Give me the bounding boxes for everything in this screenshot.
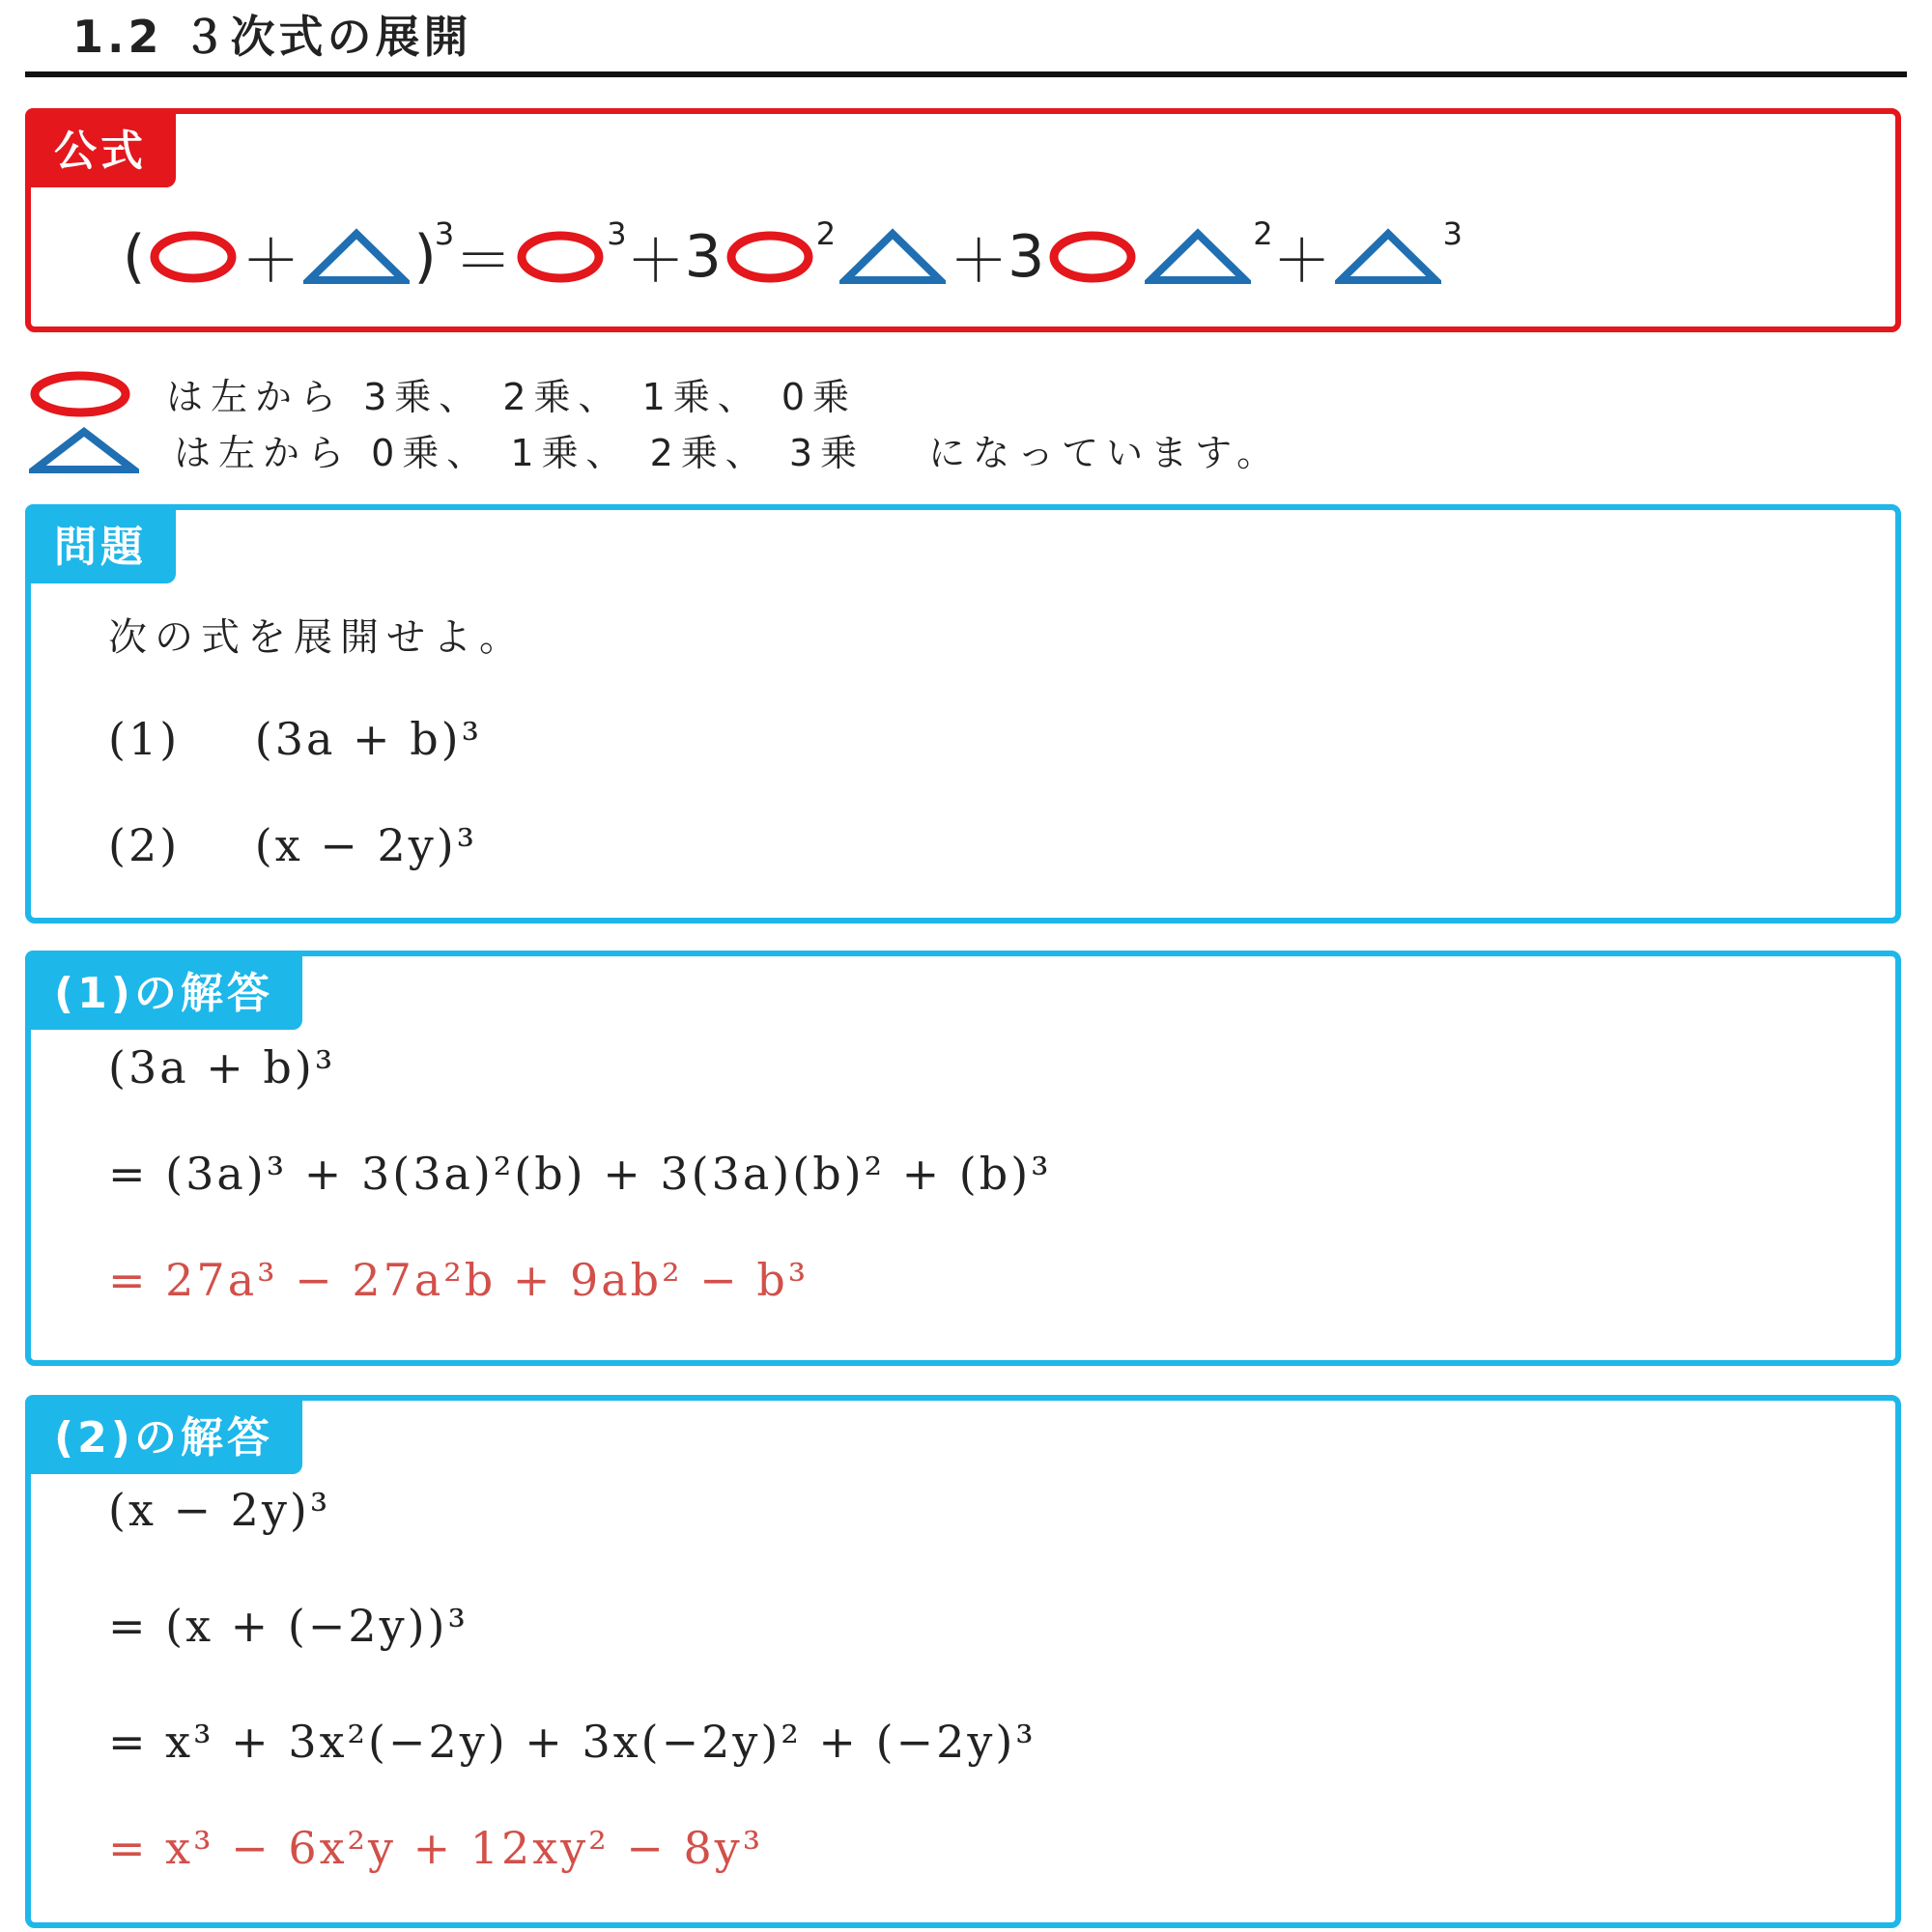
problem-tab: 問題 xyxy=(25,504,176,583)
formula-plus: ＋ xyxy=(1272,228,1331,296)
term4-exponent: 3 xyxy=(1442,215,1463,252)
formula-close-paren: ) xyxy=(413,223,437,291)
formula-box xyxy=(25,108,1901,332)
problem-item-2 xyxy=(108,819,477,871)
answer1-line-1: (3a + b)³ xyxy=(108,1041,336,1094)
legend-triangle-text: は左から 0乗、 1乗、 2乗、 3乗 になっています。 xyxy=(174,432,1282,474)
formula-plus: ＋ xyxy=(626,228,685,296)
triangle-icon xyxy=(839,228,946,286)
circle-icon xyxy=(516,230,605,284)
coef-3: 3 xyxy=(1008,223,1045,291)
triangle-icon xyxy=(1145,228,1251,286)
formula-plus: ＋ xyxy=(242,228,300,296)
answer2-tab: (2)の解答 xyxy=(25,1395,302,1474)
answer1-box xyxy=(25,951,1901,1366)
triangle-icon xyxy=(303,228,410,286)
circle-icon xyxy=(1048,230,1137,284)
coef-3: 3 xyxy=(684,223,722,291)
circle-icon xyxy=(29,370,131,418)
problem-instruction: 次の式を展開せよ。 xyxy=(108,615,526,660)
circle-icon xyxy=(149,230,238,284)
answer2-line-2: = (x + (−2y))³ xyxy=(108,1600,469,1652)
problem-number: (1) xyxy=(108,713,181,765)
cube-formula xyxy=(123,209,1463,305)
problem-number: (2) xyxy=(108,819,181,871)
triangle-icon xyxy=(29,427,139,473)
legend-circle-row xyxy=(29,367,857,420)
problem-expression: (x − 2y)³ xyxy=(254,819,478,871)
formula-open-paren: ( xyxy=(123,223,146,291)
problem-item-1 xyxy=(108,713,482,765)
formula-tab: 公式 xyxy=(25,108,176,187)
answer2-line-1: (x − 2y)³ xyxy=(108,1484,331,1536)
term3-exponent: 2 xyxy=(1253,215,1273,252)
title-divider xyxy=(25,71,1907,77)
problem-box xyxy=(25,504,1901,923)
term1-exponent: 3 xyxy=(607,215,627,252)
legend-circle-text: は左から 3乗、 2乗、 1乗、 0乗 xyxy=(166,376,858,418)
legend-triangle-row xyxy=(29,423,1281,476)
answer2-line-3: = x³ + 3x²(−2y) + 3x(−2y)² + (−2y)³ xyxy=(108,1716,1037,1768)
formula-plus: ＋ xyxy=(950,228,1009,296)
page-title: 1.2 ３次式の展開 xyxy=(72,11,472,63)
formula-equals: ＝ xyxy=(454,228,513,296)
answer1-tab: (1)の解答 xyxy=(25,951,302,1030)
answer2-result: = x³ − 6x²y + 12xy² − 8y³ xyxy=(108,1822,764,1874)
term2-exponent: 2 xyxy=(815,215,837,252)
triangle-icon xyxy=(1335,228,1441,286)
answer1-line-2: = (3a)³ + 3(3a)²(b) + 3(3a)(b)² + (b)³ xyxy=(108,1148,1052,1200)
answer1-result: = 27a³ − 27a²b + 9ab² − b³ xyxy=(108,1254,810,1306)
problem-expression: (3a + b)³ xyxy=(254,713,483,765)
answer2-box xyxy=(25,1395,1901,1928)
lhs-exponent: 3 xyxy=(434,215,455,252)
circle-icon xyxy=(725,230,814,284)
